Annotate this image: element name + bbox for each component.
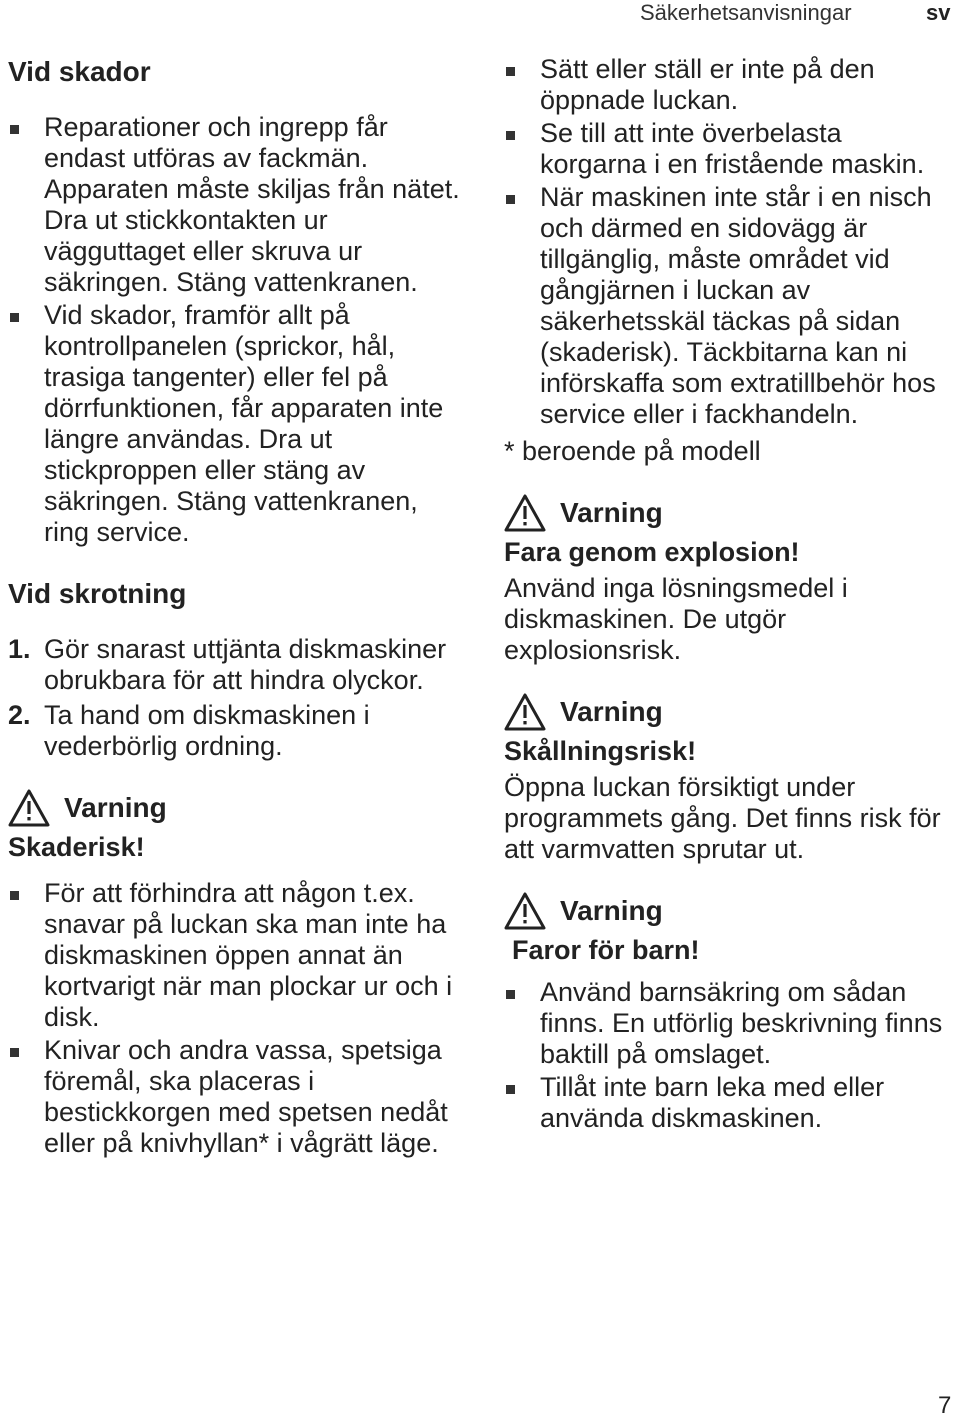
header-section-title: Säkerhetsanvisningar — [640, 0, 852, 25]
warning-triangle-icon — [504, 494, 546, 532]
list-item — [504, 182, 954, 430]
list-item-text: För att förhindra att någon t.ex. snavar på luckan ska man inte ha diskmaskinen öppen annat än kortvarigt när man plockar ur och i disk. — [44, 878, 453, 1032]
bullet-square-icon — [10, 891, 19, 900]
list-item-text: Använd barnsäkring om sådan finns. En utförlig beskrivning finns baktill på omslaget. — [540, 977, 943, 1069]
list-item-text: Vid skador, framför allt på kontrollpanelen (sprickor, hål, trasiga tangenter) eller fel på dörrfunktionen, får apparaten inte längre användas. Dra ut stickproppen eller stäng av säkringen. Stäng vattenkranen, ring service. — [44, 300, 444, 547]
damage-list — [8, 112, 468, 548]
warning-heading — [504, 891, 954, 931]
bullet-square-icon — [10, 125, 19, 134]
numbered-item-text: Ta hand om diskmaskinen i vederbörlig ordning. — [44, 700, 370, 761]
warning-list — [8, 878, 468, 1159]
bullet-square-icon — [10, 1048, 19, 1057]
warning-block-explosion — [504, 493, 954, 666]
list-item-text: Se till att inte överbelasta korgarna i en fristående maskin. — [540, 118, 925, 179]
list-item-text: Knivar och andra vassa, spetsiga föremål, ska placeras i bestickkorgen med spetsen nedåt eller på knivhyllan* i vågrätt läge. — [44, 1035, 448, 1158]
page-header — [0, 0, 960, 28]
numbered-item — [8, 634, 468, 696]
numbered-item-text: Gör snarast uttjänta diskmaskiner obrukbara för att hindra olyckor. — [44, 634, 447, 695]
warning-label: Varning — [560, 497, 663, 528]
page-number: 7 — [938, 1392, 952, 1419]
footnote: * beroende på modell — [504, 436, 761, 466]
list-item — [504, 54, 954, 116]
list-item — [8, 300, 468, 548]
warning-heading — [504, 493, 954, 533]
list-item — [504, 977, 954, 1070]
warning-title: Fara genom explosion! — [504, 537, 800, 567]
warning-text: Öppna luckan försiktigt under programmets gång. Det finns risk för att varmvatten sprutar ut. — [504, 772, 941, 864]
bullet-square-icon — [506, 1085, 515, 1094]
section-title-disposal: Vid skrotning — [8, 578, 187, 609]
bullet-square-icon — [10, 313, 19, 322]
bullet-square-icon — [506, 990, 515, 999]
warning-heading — [8, 788, 468, 828]
item-number: 2. — [8, 700, 31, 730]
warning-text: Använd inga lösningsmedel i diskmaskinen. De utgör explosionsrisk. — [504, 573, 848, 665]
warning-heading — [504, 692, 954, 732]
list-item — [504, 118, 954, 180]
list-item — [8, 112, 468, 298]
list-item — [504, 1072, 954, 1134]
warning-triangle-icon — [504, 892, 546, 930]
warning-title: Skållningsrisk! — [504, 736, 697, 766]
warning-triangle-icon — [8, 789, 50, 827]
list-item-text: Sätt eller ställ er inte på den öppnade luckan. — [540, 54, 875, 115]
list-item — [8, 878, 468, 1033]
item-number: 1. — [8, 634, 31, 664]
left-column — [8, 54, 468, 1161]
warning-title: Skaderisk! — [8, 832, 145, 862]
warning-title: Faror för barn! — [512, 935, 700, 965]
warning-label: Varning — [560, 696, 663, 727]
section-title-damage: Vid skador — [8, 56, 151, 87]
warning-block-children — [504, 891, 954, 1134]
warning-label: Varning — [64, 792, 167, 823]
list-item-text: Reparationer och ingrepp får endast utföras av fackmän. Apparaten måste skiljas från nätet. Dra ut stickkontakten ur vägguttaget eller skruva ur säkringen. Stäng vattenkranen. — [44, 112, 460, 297]
bullet-square-icon — [506, 195, 515, 204]
safety-list — [504, 54, 954, 430]
bullet-square-icon — [506, 67, 515, 76]
warning-triangle-icon — [504, 693, 546, 731]
list-item — [8, 1035, 468, 1159]
list-item-text: När maskinen inte står i en nisch och därmed en sidovägg är tillgänglig, måste området vid gångjärnen i luckan av säkerhetsskäl täckas på sidan (skaderisk). Täckbitarna kan ni införskaffa som extratillbehör hos service eller i fackhandeln. — [540, 182, 936, 429]
header-language-code: sv — [926, 0, 951, 25]
bullet-square-icon — [506, 131, 515, 140]
disposal-list — [8, 634, 468, 762]
numbered-item — [8, 700, 468, 762]
warning-label: Varning — [560, 895, 663, 926]
warning-block-injury — [8, 788, 468, 1159]
list-item-text: Tillåt inte barn leka med eller använda diskmaskinen. — [540, 1072, 885, 1133]
right-column — [504, 54, 954, 1136]
warning-list — [504, 977, 954, 1134]
warning-block-scalding — [504, 692, 954, 865]
